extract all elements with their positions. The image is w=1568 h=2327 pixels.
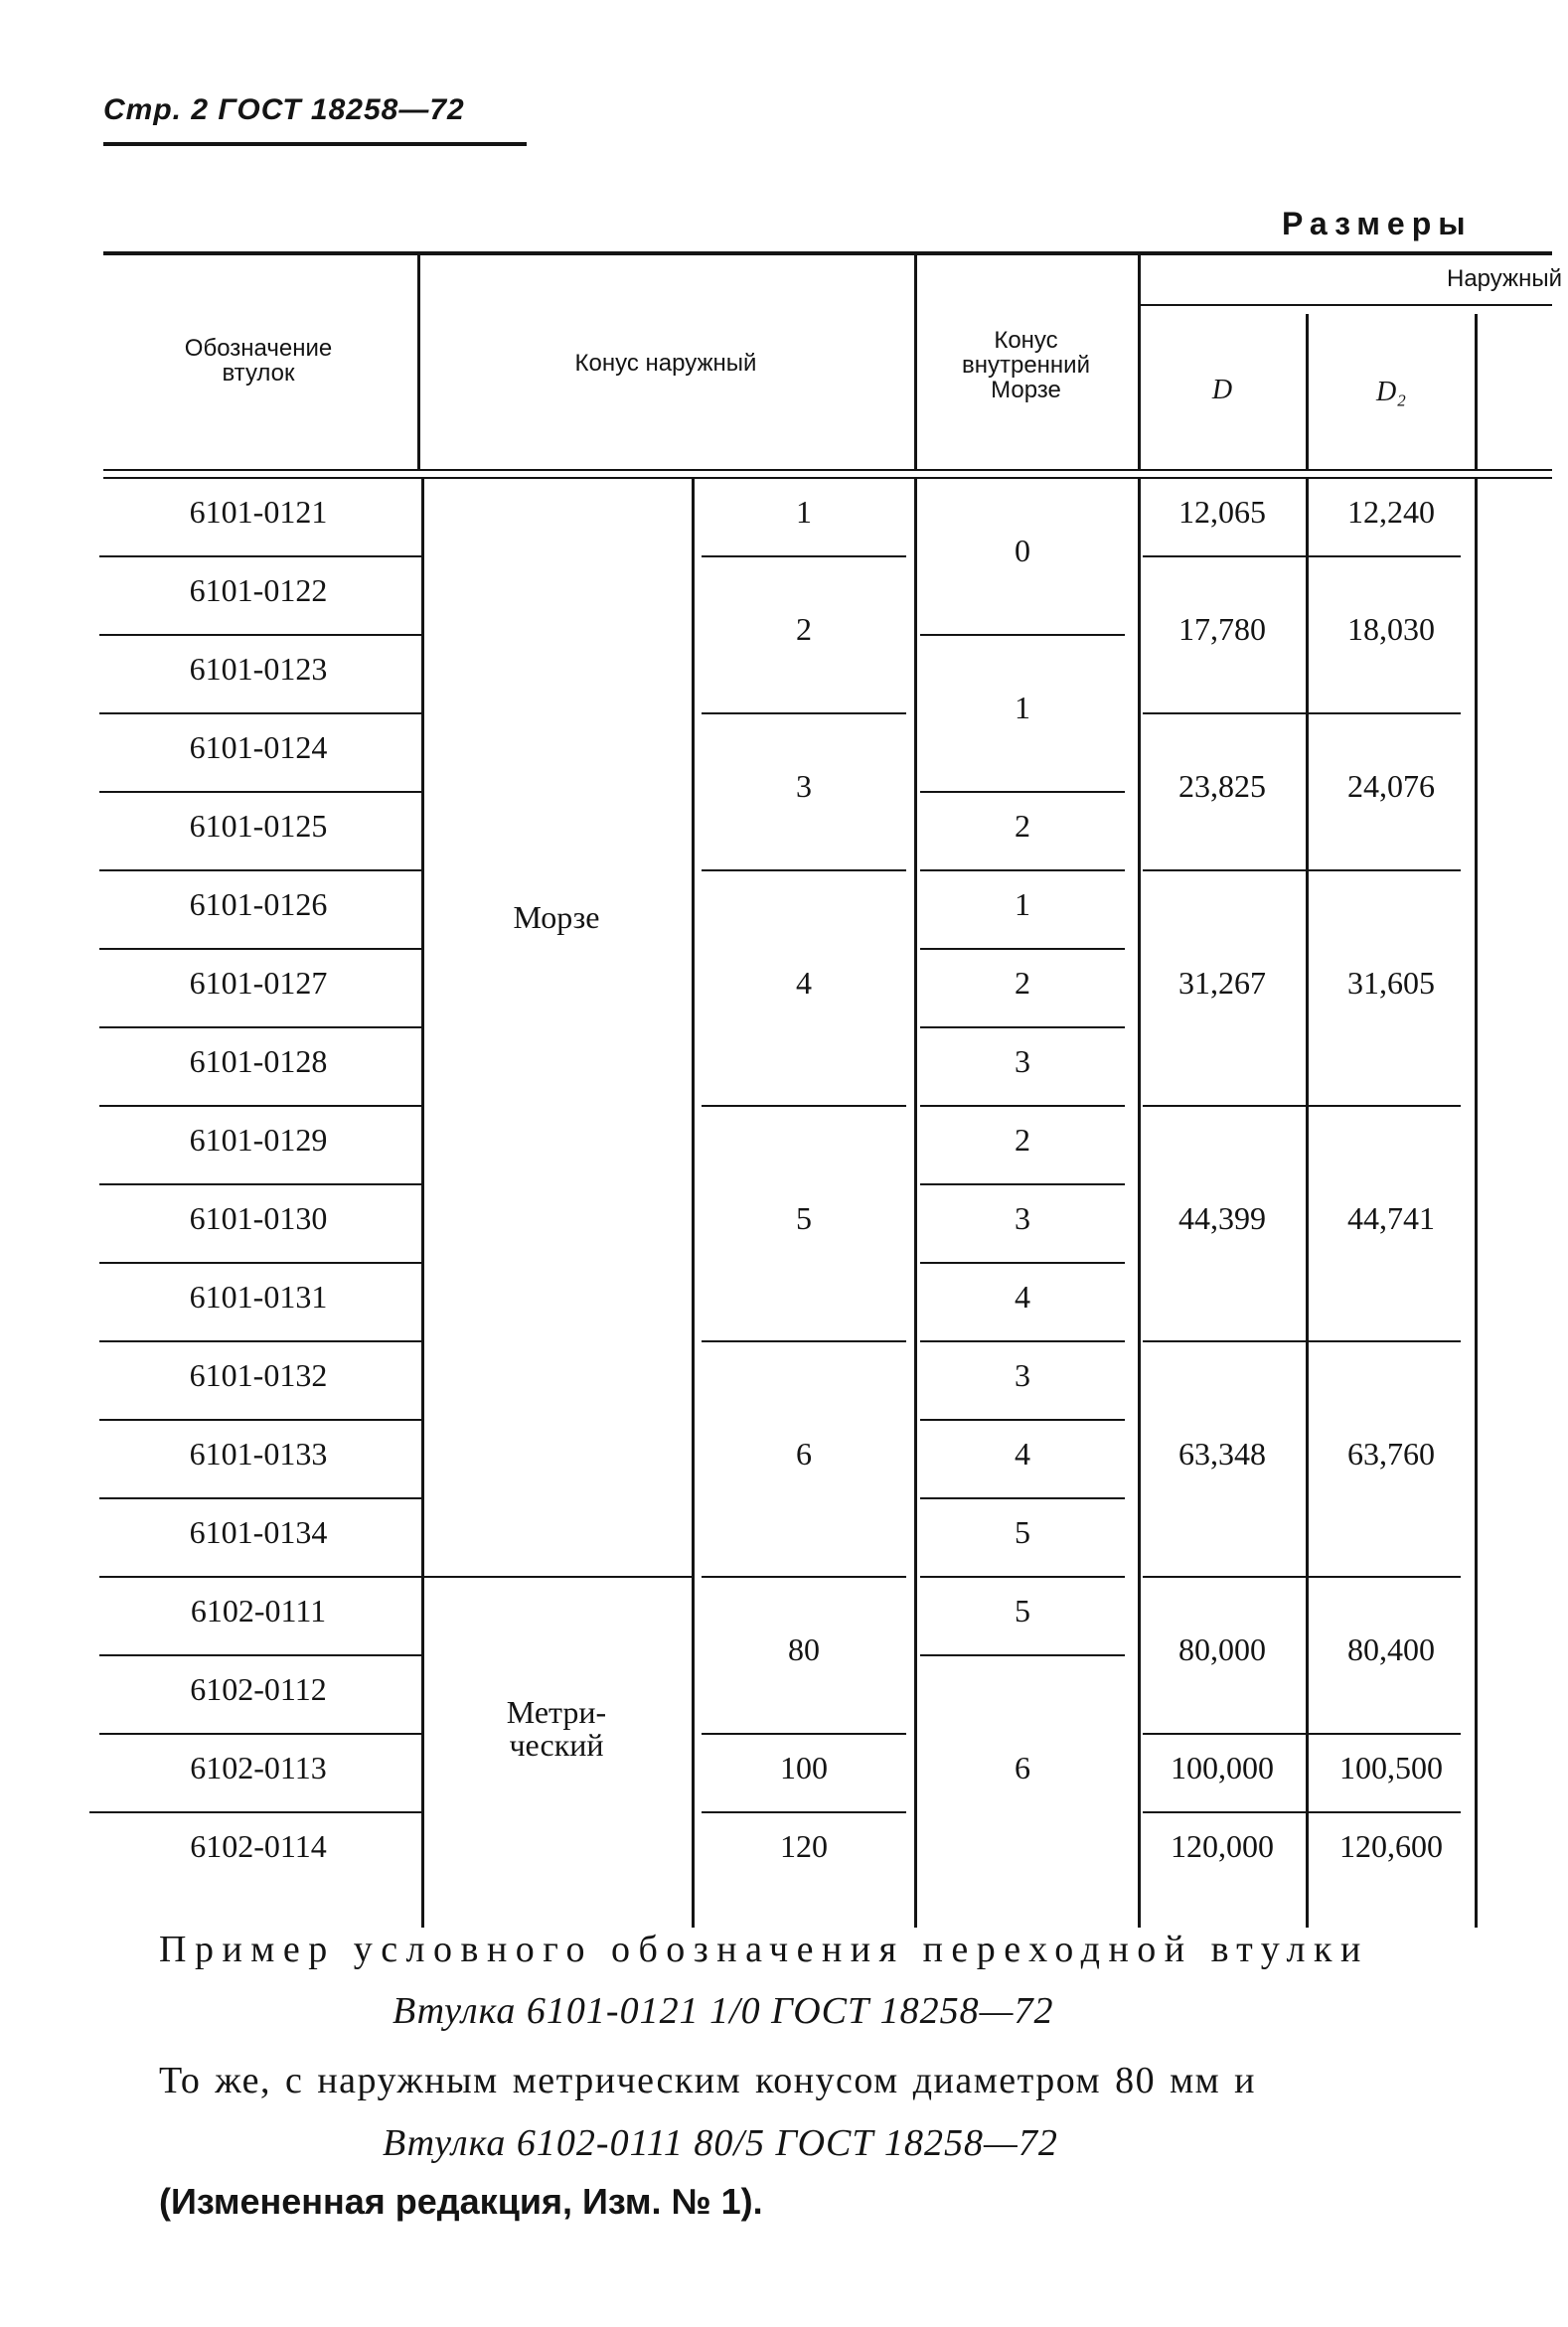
- cone-type-metric-1: Метри-: [506, 1694, 607, 1730]
- dim-line: [1143, 1811, 1461, 1813]
- outer-size: 100: [780, 1750, 828, 1785]
- d2-value: 18,030: [1347, 611, 1435, 647]
- code-row-line: [99, 948, 421, 950]
- d-value: 80,000: [1178, 1631, 1266, 1667]
- inner-cone: 4: [1015, 1279, 1030, 1315]
- code-row-line: [99, 1733, 421, 1735]
- code-cell: 6101-0123: [189, 651, 328, 687]
- inner-cone-line: [920, 1419, 1125, 1421]
- code-row-line: [99, 555, 421, 557]
- code-cell: 6101-0125: [189, 808, 328, 844]
- dim-line: [1143, 869, 1461, 871]
- body-vline-5: [1306, 479, 1309, 1928]
- d2-value: 12,240: [1347, 494, 1435, 530]
- inner-cone: 2: [1015, 808, 1030, 844]
- code-row-line: [99, 1183, 421, 1185]
- code-cell: 6102-0114: [190, 1828, 327, 1864]
- header-bottom-line: [103, 469, 1552, 471]
- body-vline-4: [1138, 479, 1141, 1928]
- code-row-line: [89, 1811, 421, 1813]
- code-cell: 6101-0121: [189, 494, 328, 530]
- body-vline-2: [692, 479, 695, 1928]
- header-vline-3: [1138, 255, 1141, 469]
- outer-size-line: [702, 1811, 906, 1813]
- header-bottom-line-2: [103, 477, 1552, 479]
- header-inner-cone: Конус внутренний Морзе: [961, 327, 1090, 403]
- dim-line: [1143, 712, 1461, 714]
- inner-cone: 5: [1015, 1593, 1030, 1629]
- code-row-line: [99, 634, 421, 636]
- code-cell: 6101-0133: [189, 1436, 328, 1472]
- body-vline-3: [914, 479, 917, 1928]
- inner-cone-line: [920, 791, 1125, 793]
- header-rule: [103, 142, 527, 146]
- code-cell: 6101-0134: [189, 1514, 328, 1550]
- inner-cone-line: [920, 1340, 1125, 1342]
- outer-size-line: [702, 555, 906, 557]
- inner-cone: 3: [1015, 1043, 1030, 1079]
- code-cell: 6101-0131: [189, 1279, 328, 1315]
- code-cell: 6101-0126: [189, 886, 328, 922]
- code-row-line: [99, 1105, 421, 1107]
- code-row-line: [99, 1654, 421, 1656]
- header-d2: D₂: [1376, 377, 1406, 407]
- code-cell: 6101-0129: [189, 1122, 328, 1158]
- cone-type-morse: Морзе: [513, 899, 600, 935]
- outer-size: 2: [796, 611, 812, 647]
- code-cell: 6101-0128: [189, 1043, 328, 1079]
- example-intro: Пример условного обозначения переходной втулки: [159, 1929, 1369, 1970]
- outer-size: 6: [796, 1436, 812, 1472]
- d-value: 23,825: [1178, 768, 1266, 804]
- code-row-line: [99, 1497, 421, 1499]
- code-row-line: [99, 712, 421, 714]
- inner-cone-line: [920, 1497, 1125, 1499]
- outer-size-line: [702, 1105, 906, 1107]
- inner-cone: 1: [1015, 690, 1030, 725]
- inner-cone: 2: [1015, 1122, 1030, 1158]
- dim-line: [1143, 1576, 1461, 1578]
- outer-size: 1: [796, 494, 812, 530]
- table-top-border: [103, 251, 1552, 255]
- code-cell: 6101-0132: [189, 1357, 328, 1393]
- dim-line: [1143, 1340, 1461, 1342]
- code-cell: 6101-0127: [189, 965, 328, 1001]
- inner-cone-line: [920, 1105, 1125, 1107]
- code-cell: 6102-0113: [190, 1750, 327, 1785]
- header-vline-2: [914, 255, 917, 469]
- d2-value: 100,500: [1339, 1750, 1443, 1785]
- d2-value: 63,760: [1347, 1436, 1435, 1472]
- d-value: 44,399: [1178, 1200, 1266, 1236]
- header-designation: Обозначение втулок: [184, 335, 333, 387]
- example-2: Втулка 6102-0111 80/5 ГОСТ 18258—72: [383, 2122, 1058, 2164]
- header-d: D: [1211, 375, 1233, 405]
- code-row-line: [99, 1026, 421, 1028]
- code-row-line: [99, 1419, 421, 1421]
- code-row-line: [99, 869, 421, 871]
- outer-size-line: [702, 1733, 906, 1735]
- header-vline-1: [417, 255, 420, 469]
- outer-size-line: [702, 712, 906, 714]
- inner-cone-line: [920, 1576, 1125, 1578]
- d-value: 100,000: [1171, 1750, 1274, 1785]
- dim-line: [1143, 1733, 1461, 1735]
- body-vline-1: [421, 479, 424, 1928]
- body-vline-6: [1475, 479, 1478, 1928]
- outer-size-line: [702, 1576, 906, 1578]
- code-cell: 6101-0124: [189, 729, 328, 765]
- dim-line: [1143, 1105, 1461, 1107]
- header-vline-4: [1306, 314, 1309, 469]
- cone-type-metric-2: ческий: [509, 1727, 604, 1763]
- code-row-line: [99, 1576, 421, 1578]
- code-row-line: [99, 1340, 421, 1342]
- inner-cone: 3: [1015, 1200, 1030, 1236]
- inner-cone-line: [920, 1262, 1125, 1264]
- outer-size: 80: [788, 1631, 820, 1667]
- inner-cone: 3: [1015, 1357, 1030, 1393]
- code-row-line: [99, 791, 421, 793]
- outer-size: 3: [796, 768, 812, 804]
- header-outer-cone: Конус наружный: [574, 350, 757, 377]
- table-title: Размеры: [1282, 206, 1473, 241]
- d-value: 63,348: [1178, 1436, 1266, 1472]
- header-vline-5: [1475, 314, 1478, 469]
- d2-value: 24,076: [1347, 768, 1435, 804]
- header-outer-group: Наружный: [1447, 265, 1562, 292]
- inner-cone: 5: [1015, 1514, 1030, 1550]
- code-cell: 6102-0111: [190, 1593, 327, 1629]
- inner-cone-line: [920, 869, 1125, 871]
- outer-size: 120: [780, 1828, 828, 1864]
- outer-size: 5: [796, 1200, 812, 1236]
- outer-size-line: [702, 1340, 906, 1342]
- inner-cone: 0: [1015, 533, 1030, 568]
- code-cell: 6102-0112: [190, 1671, 327, 1707]
- d2-value: 80,400: [1347, 1631, 1435, 1667]
- outer-group-underline: [1141, 304, 1552, 306]
- inner-cone: 6: [1015, 1750, 1030, 1785]
- inner-cone: 2: [1015, 965, 1030, 1001]
- inner-cone-line: [920, 1654, 1125, 1656]
- inner-cone: 4: [1015, 1436, 1030, 1472]
- d2-value: 31,605: [1347, 965, 1435, 1001]
- page-header: Стр. 2 ГОСТ 18258—72: [103, 93, 465, 126]
- d2-value: 120,600: [1339, 1828, 1443, 1864]
- d2-value: 44,741: [1347, 1200, 1435, 1236]
- inner-cone-line: [920, 1026, 1125, 1028]
- code-cell: 6101-0130: [189, 1200, 328, 1236]
- inner-cone: 1: [1015, 886, 1030, 922]
- same-metric-note: То же, с наружным метрическим конусом диаметром 80 мм и: [159, 2060, 1256, 2101]
- d-value: 120,000: [1171, 1828, 1274, 1864]
- inner-cone-line: [920, 634, 1125, 636]
- outer-size-line: [702, 869, 906, 871]
- d-value: 31,267: [1178, 965, 1266, 1001]
- example-1: Втулка 6101-0121 1/0 ГОСТ 18258—72: [392, 1990, 1054, 2032]
- code-cell: 6101-0122: [189, 572, 328, 608]
- code-row-line: [99, 1262, 421, 1264]
- d-value: 17,780: [1178, 611, 1266, 647]
- inner-cone-line: [920, 1183, 1125, 1185]
- outer-size: 4: [796, 965, 812, 1001]
- inner-cone-line: [920, 948, 1125, 950]
- revision-note: (Измененная редакция, Изм. № 1).: [159, 2181, 763, 2222]
- d-value: 12,065: [1178, 494, 1266, 530]
- dim-line: [1143, 555, 1461, 557]
- cone-type-separator: [421, 1576, 692, 1578]
